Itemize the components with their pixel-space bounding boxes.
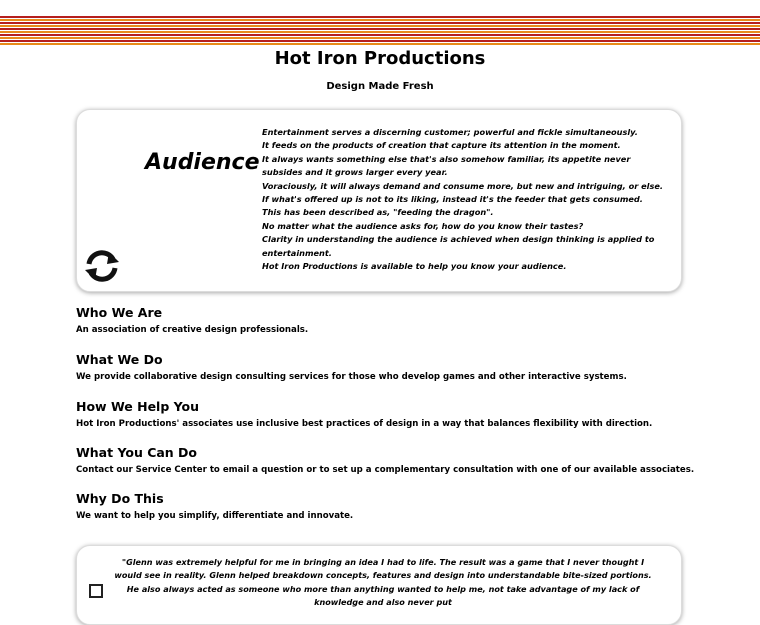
audience-line: No matter what the audience asks for, how do you know their tastes? xyxy=(262,220,584,231)
audience-card xyxy=(76,109,682,292)
site-tagline: Design Made Fresh xyxy=(326,81,434,92)
section-heading: Why Do This xyxy=(76,491,164,506)
audience-line: If what's offered up is not to its liking, instead it's the feeder that gets consumed. xyxy=(262,194,643,205)
site-title: Hot Iron Productions xyxy=(274,48,486,69)
audience-line: It feeds on the products of creation that capture its attention in the moment. xyxy=(262,140,621,151)
refresh-icon[interactable] xyxy=(81,248,123,284)
audience-line: Hot Iron Productions is available to help you know your audience. xyxy=(262,261,567,272)
audience-text xyxy=(262,126,662,273)
section-heading: What You Can Do xyxy=(76,445,198,460)
section-heading: How We Help You xyxy=(76,399,200,414)
section-body: We provide collaborative design consulting services for those who develop games and other interactive systems. xyxy=(76,372,627,382)
section-body: Hot Iron Productions' associates use inclusive best practices of design in a way that balances flexibility with direction. xyxy=(76,419,653,429)
audience-line: Entertainment serves a discerning customer; powerful and fickle simultaneously. xyxy=(262,127,638,137)
section-body: An association of creative design professionals. xyxy=(76,325,309,335)
section-how-we-help-you xyxy=(76,399,696,431)
section-heading: What We Do xyxy=(76,352,163,367)
audience-line: entertainment. xyxy=(262,247,332,258)
testimonial-quote: "Glenn was extremely helpful for me in bringing an idea I had to life. The result was a game that I never thought I would see in reality. Glenn helped breakdown concepts, features and design into understandable bite-sized portions. He also always acted as someone who more than anything wanted to help me, not take advantage of my lack of knowledge and also never put xyxy=(114,557,652,608)
section-heading: Who We Are xyxy=(76,305,163,320)
section-body: Contact our Service Center to email a question or to set up a complementary consultation with one of our available associates. xyxy=(76,465,695,475)
section-who-we-are xyxy=(76,305,696,337)
audience-heading: Audience xyxy=(145,150,260,175)
header-stripes xyxy=(0,16,760,46)
section-what-we-do xyxy=(76,352,696,384)
audience-line: subsides and it grows larger every year. xyxy=(262,167,448,178)
section-why-do-this xyxy=(76,491,696,523)
testimonial-card xyxy=(76,545,682,625)
audience-line: It always wants something else that's also somehow familiar, its appetite never xyxy=(262,153,631,164)
section-body: We want to help you simplify, differentiate and innovate. xyxy=(76,511,354,521)
testimonial-checkbox[interactable] xyxy=(89,584,103,598)
audience-line: Voraciously, it will always demand and consume more, but new and intriguing, or else. xyxy=(262,180,664,191)
section-what-you-can-do xyxy=(76,445,696,477)
audience-line: This has been described as, "feeding the dragon". xyxy=(262,207,494,218)
audience-line: Clarity in understanding the audience is achieved when design thinking is applied to xyxy=(262,234,655,245)
